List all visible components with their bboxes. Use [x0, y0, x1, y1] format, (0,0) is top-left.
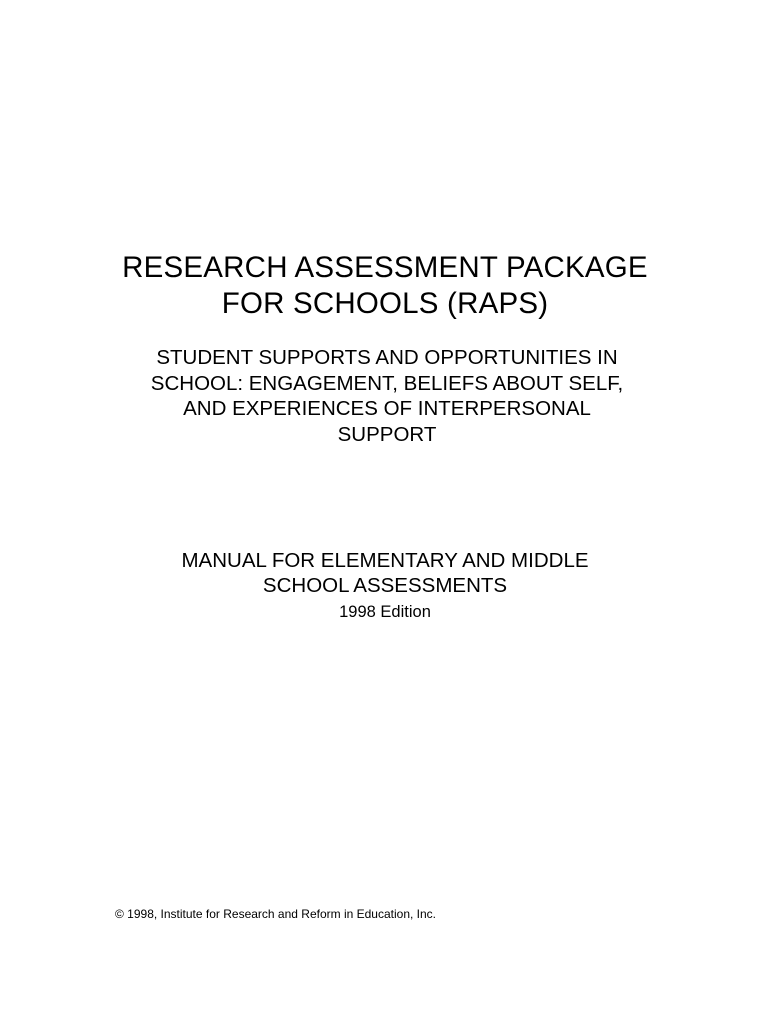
manual-heading — [0, 548, 770, 598]
document-subtitle — [2, 345, 770, 447]
title-line-1: RESEARCH ASSESSMENT PACKAGE — [122, 251, 648, 284]
copyright-notice: © 1998, Institute for Research and Reform in Education, Inc. — [115, 907, 437, 921]
document-title — [0, 250, 770, 322]
subtitle-line-3: AND EXPERIENCES OF INTERPERSONAL — [183, 397, 591, 420]
edition-label — [0, 601, 770, 623]
manual-line-2: SCHOOL ASSESSMENTS — [262, 574, 508, 597]
subtitle-line-1: STUDENT SUPPORTS AND OPPORTUNITIES IN — [156, 346, 618, 369]
subtitle-line-4: SUPPORT — [337, 422, 437, 446]
title-line-2: FOR SCHOOLS (RAPS) — [221, 287, 549, 320]
manual-line-1: MANUAL FOR ELEMENTARY AND MIDDLE — [181, 549, 589, 572]
subtitle-line-2: SCHOOL: ENGAGEMENT, BELIEFS ABOUT SELF, — [150, 371, 624, 395]
edition-text: 1998 Edition — [339, 603, 431, 621]
